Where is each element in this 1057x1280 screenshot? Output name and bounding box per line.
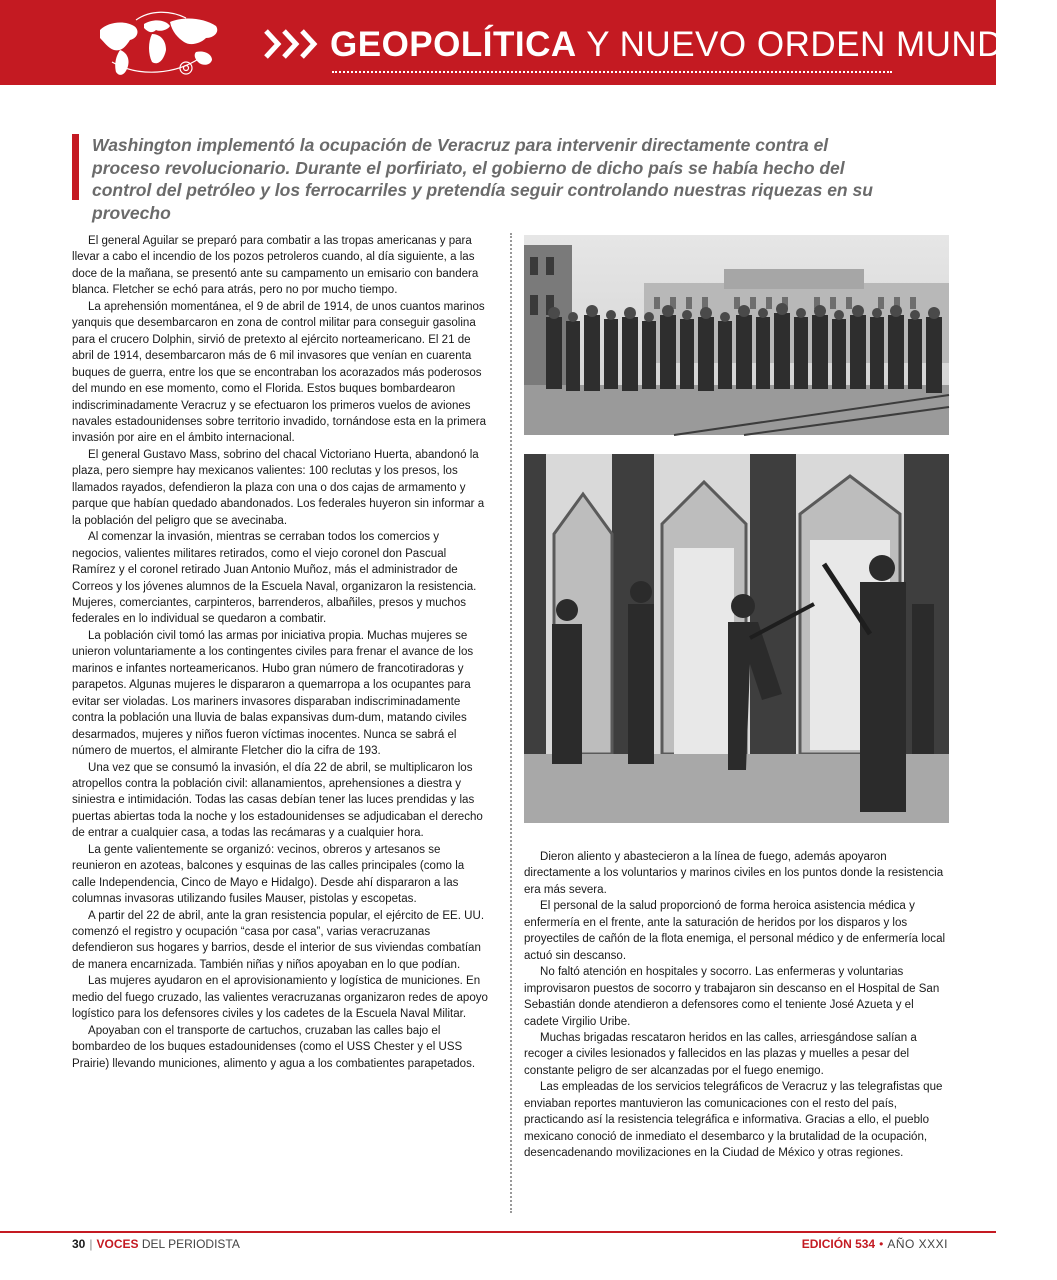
body-paragraph: El general Aguilar se preparó para combatir a las tropas americanas y para llevar a cabo el incendio de los pozos petroleros cuando, al día siguiente, a las doce de la mañana, se presentó ante su campamento un emisario con bandera blanca. Fletcher se echó para atrás, pero no por mucho tiempo. [72, 235, 479, 297]
section-title-light: Y NUEVO ORDEN MUNDIAL [576, 25, 1057, 64]
lead-paragraph: Washington implementó la ocupación de Veracruz para intervenir directamente contra el proceso revolucionario. Durante el porfiriato, el gobierno de dicho país se había hecho del control del petróleo y los ferrocarriles y pretendía seguir controlando nuestras riquezas en su provecho [92, 135, 873, 223]
photo-troops-in-plaza [524, 235, 949, 435]
body-paragraph: La aprehensión momentánea, el 9 de abril de 1914, de unos cuantos marinos yanquis que desembarcaron en zona de control militar para conseguir gasolina para el crucero Dolphin, sirvió de pretexto al ejército norteamericano. El 21 de abril de 1914, desembarcaron más de 6 mil invasores que venían en cuarenta buques de guerra, entre los que se encontraban los acorazados más poderosos del mundo en ese momento, como el Florida. Estos buques bombardearon indiscriminadamente Veracruz y se efectuaron los primeros vuelos de aviones navales estadounidenses sobre territorio invadido, tornándose esta en la primera invasión por aire en el ámbito internacional. [72, 300, 487, 445]
body-paragraph: Apoyaban con el transporte de cartuchos, cruzaban las calles bajo el bombardeo de los buques estadounidenses (como el USS Chester y el USS Prairie) llevando municiones, alimento y agua a los combatientes parapetados. [72, 1024, 476, 1070]
body-paragraph: Dieron aliento y abastecieron a la línea de fuego, además apoyaron directamente a los voluntarios y marinos civiles en los puntos donde la resistencia era más severa. [524, 851, 944, 896]
triple-chevron-right-icon [262, 26, 324, 62]
publication-brand-rest: DEL PERIODISTA [138, 1237, 240, 1251]
body-paragraph: Las empleadas de los servicios telegráficos de Veracruz y las telegrafistas que enviaban reportes mantuvieron las comunicaciones con el resto del país, practicando así la resistencia telegráfica e informativa. Gracias a ello, el pueblo mexicano conoció de inmediato el desembarco y la brutalidad de la ocupación, desencadenando movilizaciones en la Ciudad de México y otras regiones. [524, 1081, 943, 1160]
world-map-logo [0, 0, 256, 85]
photo-troops-in-plaza-image [524, 235, 949, 435]
body-paragraph: El personal de la salud proporcionó de forma heroica asistencia médica y enfermería en el frente, ante la saturación de heridos por los disparos y los proyectiles de cañón de la flota enemiga, el personal médico y de enfermería local actuó sin descanso. [524, 900, 946, 962]
edition-label: EDICIÓN 534 [801, 1237, 876, 1251]
section-title [330, 22, 1057, 68]
photo-soldiers-kicking-door [524, 454, 949, 823]
footer-right [802, 1236, 948, 1252]
publication-brand: VOCES [96, 1237, 139, 1251]
footer-separator: | [89, 1237, 93, 1251]
right-column [524, 849, 949, 1162]
lead-accent-bar [72, 134, 79, 200]
section-title-strong: GEOPOLÍTICA [330, 25, 577, 64]
header-dotted-rule [332, 71, 892, 73]
body-paragraph: Una vez que se consumó la invasión, el día 22 de abril, se multiplicaron los atropellos contra la población civil: allanamientos, aprehensiones a diestra y siniestra e intimidación. Todas las casas debían tener las luces prendidas y las puertas abiertas toda la noche y los estadounidenses se adjudicaban el derecho de entrar a cualquier casa, a todas las recámaras y a cualquier hora. [72, 761, 483, 840]
body-paragraph: Las mujeres ayudaron en el aprovisionamiento y logística de municiones. En medio del fuego cruzado, las valientes veracruzanas organizaron redes de apoyo logístico para los defensores civiles y los cadetes de la Escuela Naval Militar. [72, 975, 488, 1021]
body-paragraph: La gente valientemente se organizó: vecinos, obreros y artesanos se reunieron en azoteas, balcones y esquinas de las calles principales (como la calle Independencia, Cinco de Mayo e Hidalgo). Desde ahí dispararon a las columnas invasoras utilizando fusiles Mauser, pistolas y escopetas. [72, 843, 465, 906]
body-paragraph: La población civil tomó las armas por iniciativa propia. Muchas mujeres se unieron voluntariamente a los contingentes civiles para frenar el avance de los marinos e infantes norteamericanos. Hubo gran número de francotiradoras y parapetos. Algunas mujeres le dispararon a quemarropa a los ocupantes para evitar ser violadas. Los mariners invasores disparaban indiscriminadamente contra la población una lluvia de balas expansivas dum-dum, matando civiles desarmados, mujeres y niños fueron víctimas inocentes. Nunca se sabrá el número de muertos, el almirante Fletcher dio la cifra de 193. [72, 629, 474, 758]
photo-soldiers-kicking-door-image [524, 454, 949, 823]
body-paragraph: Al comenzar la invasión, mientras se cerraban todos los comercios y negocios, valientes militares retirados, como el viejo coronel don Pascual Ramírez y el coronel retirado Juan Antonio Muñoz, más el administrador de Correos y los jóvenes alumnos de la Escuela Naval, organizaron la resistencia. Mujeres, comerciantes, carpinteros, barrenderos, albañiles, presos y muchos federales en lo individual se quedaron a combatir. [72, 531, 477, 626]
body-paragraph: El general Gustavo Mass, sobrino del chacal Victoriano Huerta, abandonó la plaza, pero siempre hay mexicanos valientes: 100 reclutas y los presos, los llamados rayados, defendieron la plaza con una o dos cajas de armamento y parque que habían quedado abandonados. Los federales huyeron sin informar a la población del peligro que se avecinaba. [72, 448, 485, 527]
year-label: AÑO XXXI [887, 1237, 948, 1251]
left-column [72, 233, 488, 1072]
body-paragraph: A partir del 22 de abril, ante la gran resistencia popular, el ejército de EE. UU. comenzó el registro y ocupación “casa por casa”, varias veracruzanas defendieron sus hogares y barrios, desde el interior de sus viviendas combatían de manera encarnizada. También niñas y niños apoyaban en lo que podían. [72, 909, 485, 971]
footer-rule [0, 1231, 996, 1233]
section-header [0, 0, 1057, 85]
column-divider [510, 233, 512, 1213]
footer-left [72, 1236, 240, 1252]
footer-bullet: • [879, 1237, 884, 1251]
body-paragraph: Muchas brigadas rescataron heridos en las calles, arriesgándose salían a recoger a civiles lesionados y fallecidos en las plazas y muelles a pesar del constante peligro de ser alcanzadas por el fuego enemigo. [524, 1031, 917, 1077]
world-map-icon [0, 0, 256, 85]
body-paragraph: No faltó atención en hospitales y socorro. Las enfermeras y voluntarias improvisaron puestos de socorro y trabajaron sin descanso en el Hospital de San Sebastián donde atendieron a defensores como el teniente José Azueta y el cadete Virgilio Uribe. [524, 966, 940, 1028]
page-number: 30 [72, 1237, 86, 1251]
